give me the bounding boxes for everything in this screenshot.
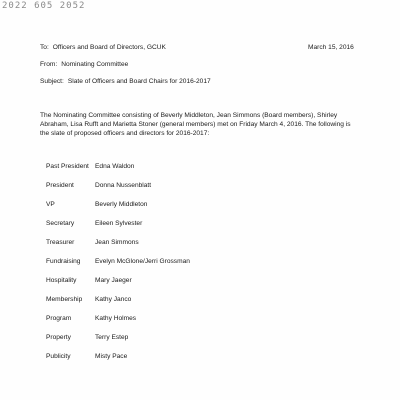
- memo-date: March 15, 2016: [308, 44, 354, 51]
- slate-name: Terry Estep: [95, 334, 129, 341]
- slate-row: [46, 296, 346, 315]
- slate-row: [46, 239, 346, 258]
- slate-role: Secretary: [46, 220, 75, 227]
- slate-row: [46, 334, 346, 353]
- slate-name: Edna Waldon: [95, 163, 135, 170]
- subject-value: Slate of Officers and Board Chairs for 2016-2017: [67, 78, 211, 85]
- from-value: Nominating Committee: [61, 61, 129, 68]
- slate-role: Fundraising: [46, 258, 81, 265]
- slate-row: [46, 163, 346, 182]
- slate-name: Mary Jaeger: [95, 277, 132, 284]
- memo-subject: [40, 78, 211, 85]
- slate-row: [46, 353, 346, 372]
- slate-row: [46, 258, 346, 277]
- slate-name: Kathy Holmes: [95, 315, 137, 322]
- slate-row: [46, 220, 346, 239]
- document-stamp: 2022 605 2052: [2, 1, 86, 11]
- from-label: From:: [40, 61, 58, 68]
- slate-list: [46, 163, 346, 372]
- slate-name: Evelyn McGlone/Jerri Grossman: [95, 258, 190, 265]
- slate-role: Membership: [46, 296, 83, 303]
- slate-role: VP: [46, 201, 55, 208]
- body-paragraph: The Nominating Committee consisting of Beverly Middleton, Jean Simmons (Board members), Shirley Abraham, Lisa Rufft and Marietta Stoner (general members) met on Friday March 4, 2016. The following is the slate of proposed officers and directors for 2016-2017:: [40, 112, 351, 137]
- slate-role: President: [46, 182, 74, 189]
- slate-name: Eileen Sylvester: [95, 220, 143, 227]
- slate-role: Hospitality: [46, 277, 77, 284]
- slate-role: Treasurer: [46, 239, 75, 246]
- to-label: To:: [40, 44, 49, 51]
- slate-row: [46, 182, 346, 201]
- slate-name: Beverly Middleton: [95, 201, 148, 208]
- slate-role: Publicity: [46, 353, 71, 360]
- slate-role: Program: [46, 315, 72, 322]
- memo-to: [40, 44, 166, 51]
- slate-name: Kathy Janco: [95, 296, 132, 303]
- memo-from: [40, 61, 128, 68]
- slate-role: Past President: [46, 163, 89, 170]
- slate-name: Misty Pace: [95, 353, 128, 360]
- slate-name: Donna Nussenblatt: [95, 182, 152, 189]
- to-value: Officers and Board of Directors, GCUK: [52, 44, 166, 51]
- slate-role: Property: [46, 334, 71, 341]
- slate-row: [46, 277, 346, 296]
- slate-row: [46, 201, 346, 220]
- slate-name: Jean Simmons: [95, 239, 139, 246]
- slate-row: [46, 315, 346, 334]
- subject-label: Subject:: [40, 78, 64, 85]
